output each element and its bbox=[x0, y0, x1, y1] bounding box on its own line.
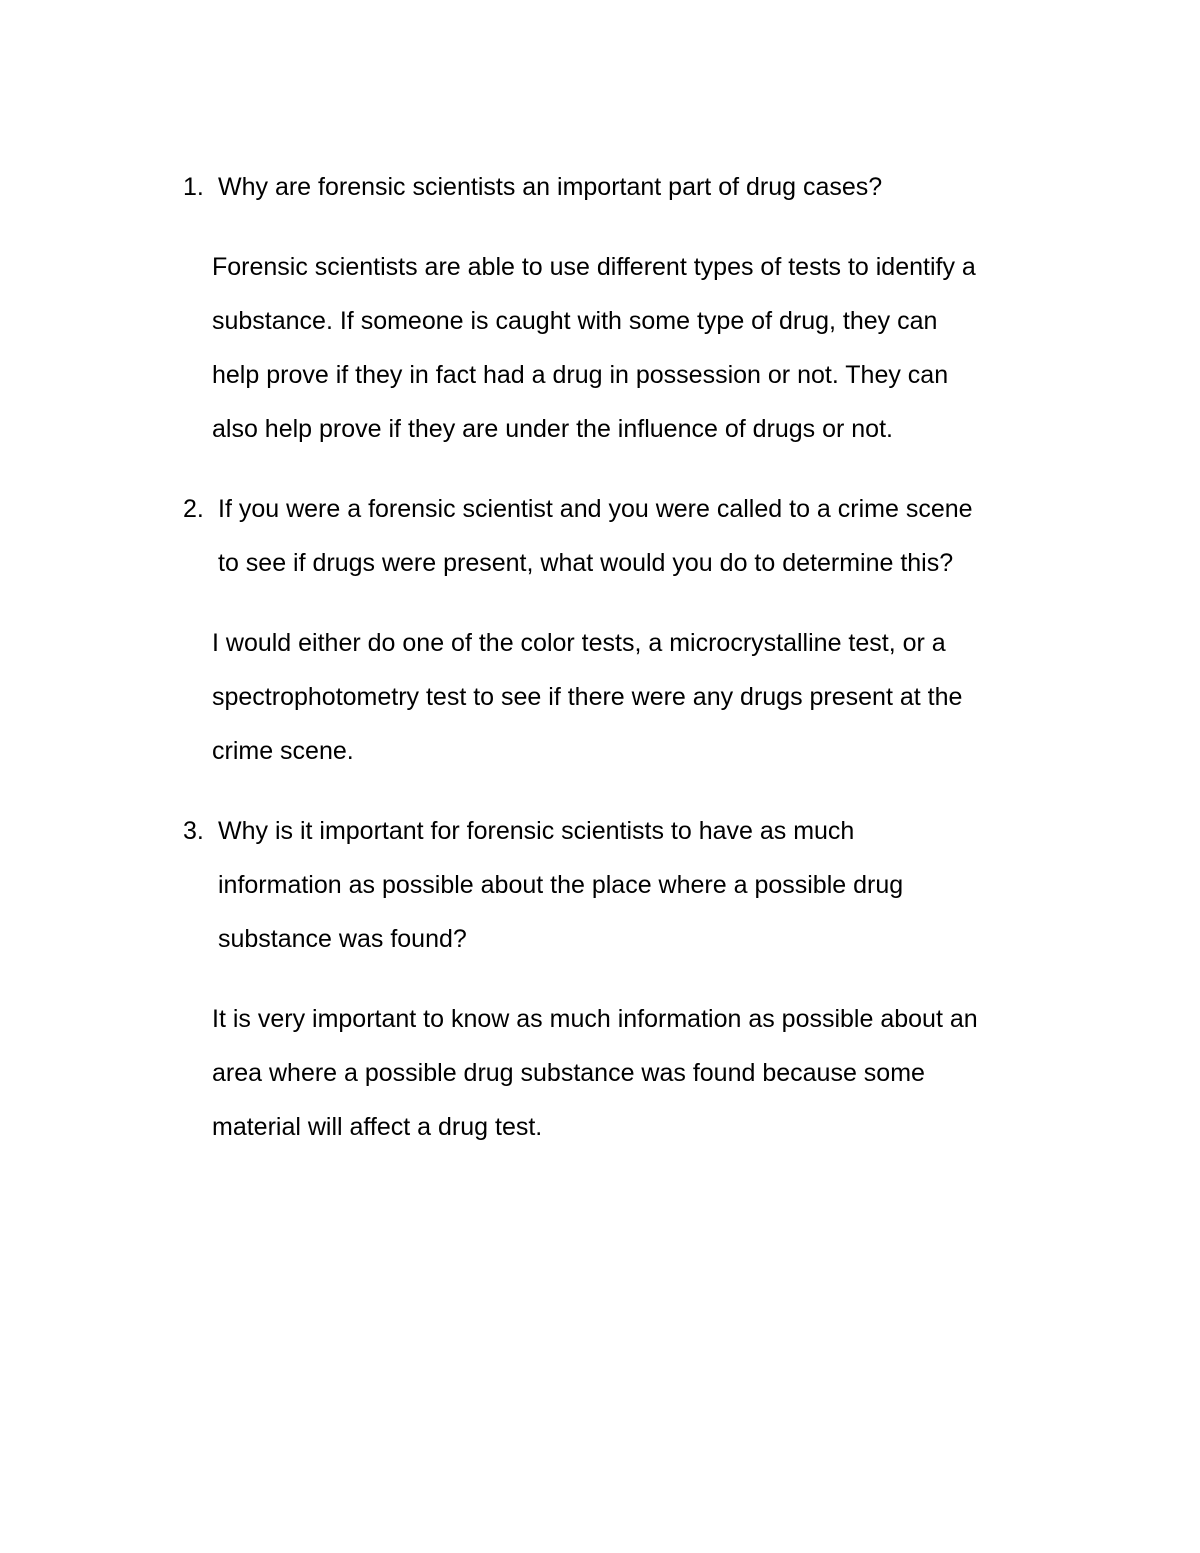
question-text bbox=[218, 804, 1073, 966]
question-line: If you were a forensic scientist and you were called to a crime scene bbox=[218, 495, 973, 523]
answer-line: material will affect a drug test. bbox=[212, 1113, 543, 1141]
question-3 bbox=[183, 804, 1073, 966]
answer-line: I would either do one of the color tests, a microcrystalline test, or a bbox=[212, 629, 946, 657]
question-number: 3. bbox=[183, 817, 204, 845]
answer-line: It is very important to know as much information as possible about an bbox=[212, 1005, 978, 1033]
question-number: 1. bbox=[183, 173, 204, 201]
answer-line: area where a possible drug substance was found because some bbox=[212, 1059, 925, 1087]
question-text bbox=[218, 160, 1073, 214]
question-1 bbox=[183, 160, 1073, 214]
question-line: Why are forensic scientists an important part of drug cases? bbox=[218, 173, 883, 201]
answer-1 bbox=[212, 240, 1062, 456]
question-line: to see if drugs were present, what would you do to determine this? bbox=[218, 549, 954, 577]
answer-line: crime scene. bbox=[212, 737, 354, 765]
question-line: substance was found? bbox=[218, 925, 467, 953]
question-answer-list bbox=[183, 160, 1073, 1154]
answer-2 bbox=[212, 616, 1062, 778]
question-number: 2. bbox=[183, 495, 204, 523]
question-line: Why is it important for forensic scientists to have as much bbox=[218, 817, 855, 845]
answer-line: Forensic scientists are able to use different types of tests to identify a bbox=[212, 253, 976, 281]
answer-line: substance. If someone is caught with some type of drug, they can bbox=[212, 307, 938, 335]
question-line: information as possible about the place where a possible drug bbox=[218, 871, 904, 899]
answer-line: also help prove if they are under the influence of drugs or not. bbox=[212, 415, 893, 443]
answer-line: spectrophotometry test to see if there were any drugs present at the bbox=[212, 683, 963, 711]
answer-line: help prove if they in fact had a drug in possession or not. They can bbox=[212, 361, 949, 389]
question-2 bbox=[183, 482, 1073, 590]
answer-3 bbox=[212, 992, 1062, 1154]
question-text bbox=[218, 482, 1073, 590]
